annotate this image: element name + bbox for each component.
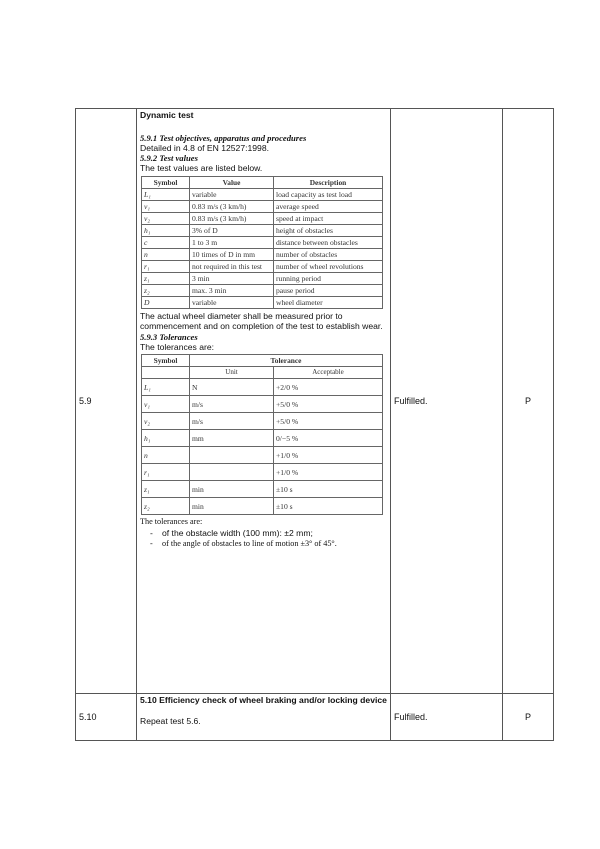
symbol-cell: z₁: [142, 272, 190, 284]
value-cell: 0.83 m/s (3 km/h): [190, 200, 274, 212]
symbol-cell: z₂: [142, 284, 190, 296]
paragraph: The tolerances are:: [140, 517, 203, 526]
symbol-cell: z₂: [142, 498, 190, 515]
verdict-cell: P: [503, 109, 554, 694]
symbol-cell: h₁: [142, 430, 190, 447]
table-row: [142, 498, 383, 515]
tolerances-table: [141, 354, 383, 515]
list-item: - of the angle of obstacles to line of motion ±3° of 45°.: [162, 539, 388, 549]
verdict-cell: P: [503, 694, 554, 741]
description-cell: running period: [274, 272, 383, 284]
symbol-cell: n: [142, 447, 190, 464]
section-heading: Dynamic test: [140, 110, 194, 120]
paragraph: Detailed in 4.8 of EN 12527:1998.: [140, 142, 269, 153]
symbol-cell: n: [142, 248, 190, 260]
table-header-row: [142, 176, 383, 188]
description-cell: distance between obstacles: [274, 236, 383, 248]
table-subheader-row: [142, 367, 383, 379]
table-row: [142, 447, 383, 464]
paragraph: The tolerances are:: [140, 341, 215, 352]
section-heading: 5.10 Efficiency check of wheel braking and/or locking device: [140, 695, 387, 705]
value-cell: 10 times of D in mm: [190, 248, 274, 260]
subsection-title: 5.9.1 Test objectives, apparatus and procedures: [140, 132, 307, 143]
paragraph: Repeat test 5.6.: [140, 715, 201, 726]
table-row: [76, 694, 554, 741]
tolerance-cell: +5/0 %: [274, 413, 383, 430]
clause-number: 5.10: [76, 694, 137, 741]
symbol-cell: D: [142, 296, 190, 308]
requirement-cell: [137, 109, 391, 694]
unit-cell: mm: [190, 430, 274, 447]
table-row: [142, 200, 383, 212]
table-row: [142, 464, 383, 481]
unit-cell: N: [190, 379, 274, 396]
symbol-cell: r₁: [142, 464, 190, 481]
unit-cell: m/s: [190, 413, 274, 430]
column-header: Value: [190, 176, 274, 188]
value-cell: variable: [190, 188, 274, 200]
value-cell: 1 to 3 m: [190, 236, 274, 248]
tolerance-cell: +1/0 %: [274, 464, 383, 481]
subsection-title: 5.9.3 Tolerances: [140, 331, 198, 342]
tolerance-cell: 0/−5 %: [274, 430, 383, 447]
column-header: Unit: [190, 367, 274, 379]
description-cell: number of wheel revolutions: [274, 260, 383, 272]
table-row: [142, 413, 383, 430]
table-row: [142, 396, 383, 413]
table-header-row: [142, 355, 383, 367]
result-cell: Fulfilled.: [391, 109, 503, 694]
requirement-cell: [137, 694, 391, 741]
table-row: [142, 188, 383, 200]
tolerance-list: [140, 528, 388, 549]
value-cell: variable: [190, 296, 274, 308]
table-row: [142, 430, 383, 447]
symbol-cell: L₁: [142, 379, 190, 396]
table-row: [142, 236, 383, 248]
table-row: [142, 272, 383, 284]
value-cell: not required in this test: [190, 260, 274, 272]
column-header: Tolerance: [190, 355, 383, 367]
table-row: [76, 109, 554, 694]
symbol-cell: r₁: [142, 260, 190, 272]
symbol-cell: h₁: [142, 224, 190, 236]
value-cell: 0.83 m/s (3 km/h): [190, 212, 274, 224]
value-cell: 3 min: [190, 272, 274, 284]
subsection-title: 5.9.2 Test values: [140, 153, 198, 163]
unit-cell: [190, 464, 274, 481]
symbol-cell: v₂: [142, 212, 190, 224]
table-row: [142, 481, 383, 498]
symbol-cell: v₁: [142, 200, 190, 212]
symbol-cell: v₂: [142, 413, 190, 430]
symbol-cell: z₁: [142, 481, 190, 498]
symbol-cell: v₁: [142, 396, 190, 413]
symbol-cell: c: [142, 236, 190, 248]
description-cell: speed at impact: [274, 212, 383, 224]
unit-cell: min: [190, 498, 274, 515]
tolerance-cell: ±10 s: [274, 481, 383, 498]
unit-cell: [190, 447, 274, 464]
table-row: [142, 284, 383, 296]
value-cell: 3% of D: [190, 224, 274, 236]
unit-cell: min: [190, 481, 274, 498]
result-cell: Fulfilled.: [391, 694, 503, 741]
column-header: Acceptable: [274, 367, 383, 379]
column-header: Symbol: [142, 176, 190, 188]
table-row: [142, 248, 383, 260]
description-cell: pause period: [274, 284, 383, 296]
tolerance-cell: +1/0 %: [274, 447, 383, 464]
column-header: Symbol: [142, 355, 190, 367]
table-row: [142, 379, 383, 396]
unit-cell: m/s: [190, 396, 274, 413]
value-cell: max. 3 min: [190, 284, 274, 296]
tolerance-cell: +5/0 %: [274, 396, 383, 413]
list-item: - of the obstacle width (100 mm): ±2 mm;: [162, 528, 388, 539]
table-row: [142, 212, 383, 224]
symbol-cell: L₁: [142, 188, 190, 200]
description-cell: number of obstacles: [274, 248, 383, 260]
description-cell: average speed: [274, 200, 383, 212]
column-header: Description: [274, 176, 383, 188]
test-report-table: [75, 108, 554, 741]
tolerance-cell: +2/0 %: [274, 379, 383, 396]
table-row: [142, 224, 383, 236]
test-values-table: [141, 176, 383, 309]
description-cell: wheel diameter: [274, 296, 383, 308]
clause-number: 5.9: [76, 109, 137, 694]
table-row: [142, 260, 383, 272]
description-cell: height of obstacles: [274, 224, 383, 236]
paragraph: The actual wheel diameter shall be measured prior to commencement and on completion of the test to establish wear.: [140, 310, 383, 331]
table-row: [142, 296, 383, 308]
description-cell: load capacity as test load: [274, 188, 383, 200]
tolerance-cell: ±10 s: [274, 498, 383, 515]
paragraph: The test values are listed below.: [140, 163, 263, 173]
